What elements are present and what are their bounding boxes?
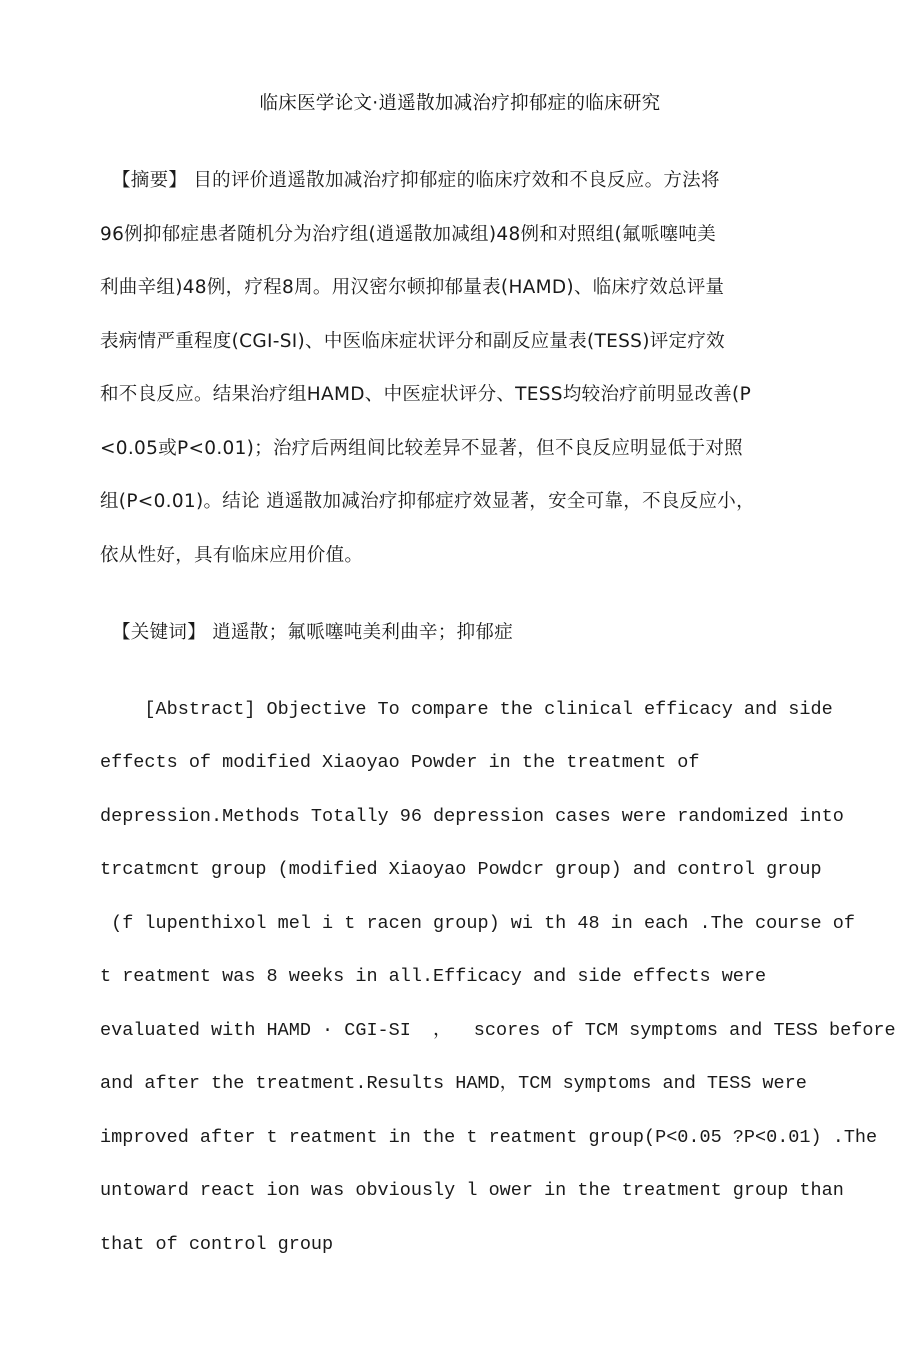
abstract-en-line-5: (f lupenthixol mel i t racen group) wi th 48 in each .The course of <box>100 913 855 934</box>
abstract-en-line-1: [Abstract] Objective To compare the clinical efficacy and side <box>100 699 833 720</box>
abstract-en-line-9: improved after t reatment in the t reatment group(P<0.05 ?P<0.01) .The <box>100 1127 878 1148</box>
keywords-text: 逍遥散；氟哌噻吨美利曲辛；抑郁症 <box>206 622 513 643</box>
page-title: 临床医学论文·逍遥散加减治疗抑郁症的临床研究 <box>259 93 661 114</box>
abstract-cn-line-3: 利曲辛组)48例，疗程8周。用汉密尔顿抑郁量表(HAMD)、临床疗效总评量 <box>100 277 725 298</box>
abstract-en-line-8: and after the treatment.Results HAMD，TCM symptoms and TESS were <box>100 1073 807 1094</box>
abstract-cn-line-1 <box>112 168 720 194</box>
abstract-cn-line-5: 和不良反应。结果治疗组HAMD、中医症状评分、TESS均较治疗前明显改善(P <box>100 384 752 405</box>
abstract-en-line-6: t reatment was 8 weeks in all.Efficacy and side effects were <box>100 966 767 987</box>
abstract-en-line-2: effects of modified Xiaoyao Powder in the treatment of <box>100 752 700 773</box>
abstract-cn-line-8: 依从性好，具有临床应用价值。 <box>100 545 364 566</box>
abstract-label: 【摘要】 <box>112 170 188 191</box>
abstract-en-line-7: evaluated with HAMD · CGI-SI ， scores of TCM symptoms and TESS before <box>100 1020 896 1041</box>
abstract-cn-line-2: 96例抑郁症患者随机分为治疗组(逍遥散加减组)48例和对照组(氟哌噻吨美 <box>100 224 717 245</box>
abstract-en-line-3: depression.Methods Totally 96 depression cases were randomized into <box>100 806 844 827</box>
abstract-en-line-10: untoward react ion was obviously l ower in the treatment group than <box>100 1180 844 1201</box>
abstract-en-line-4: trcatmcnt group (modified Xiaoyao Powdcr group) and control group <box>100 859 822 880</box>
keywords-line <box>112 620 513 646</box>
abstract-cn-text: 目的评价逍遥散加减治疗抑郁症的临床疗效和不良反应。方法将 <box>187 170 720 191</box>
abstract-en-line-11: that of control group <box>100 1234 334 1255</box>
abstract-cn-line-4: 表病情严重程度(CGI-SI)、中医临床症状评分和副反应量表(TESS)评定疗效 <box>100 331 725 352</box>
abstract-cn-line-7: 组(P<0.01)。结论 逍遥散加减治疗抑郁症疗效显著，安全可靠，不良反应小， <box>100 491 755 512</box>
abstract-cn-line-6: <0.05或P<0.01)；治疗后两组间比较差异不显著，但不良反应明显低于对照 <box>100 438 743 459</box>
keywords-label: 【关键词】 <box>112 622 207 643</box>
